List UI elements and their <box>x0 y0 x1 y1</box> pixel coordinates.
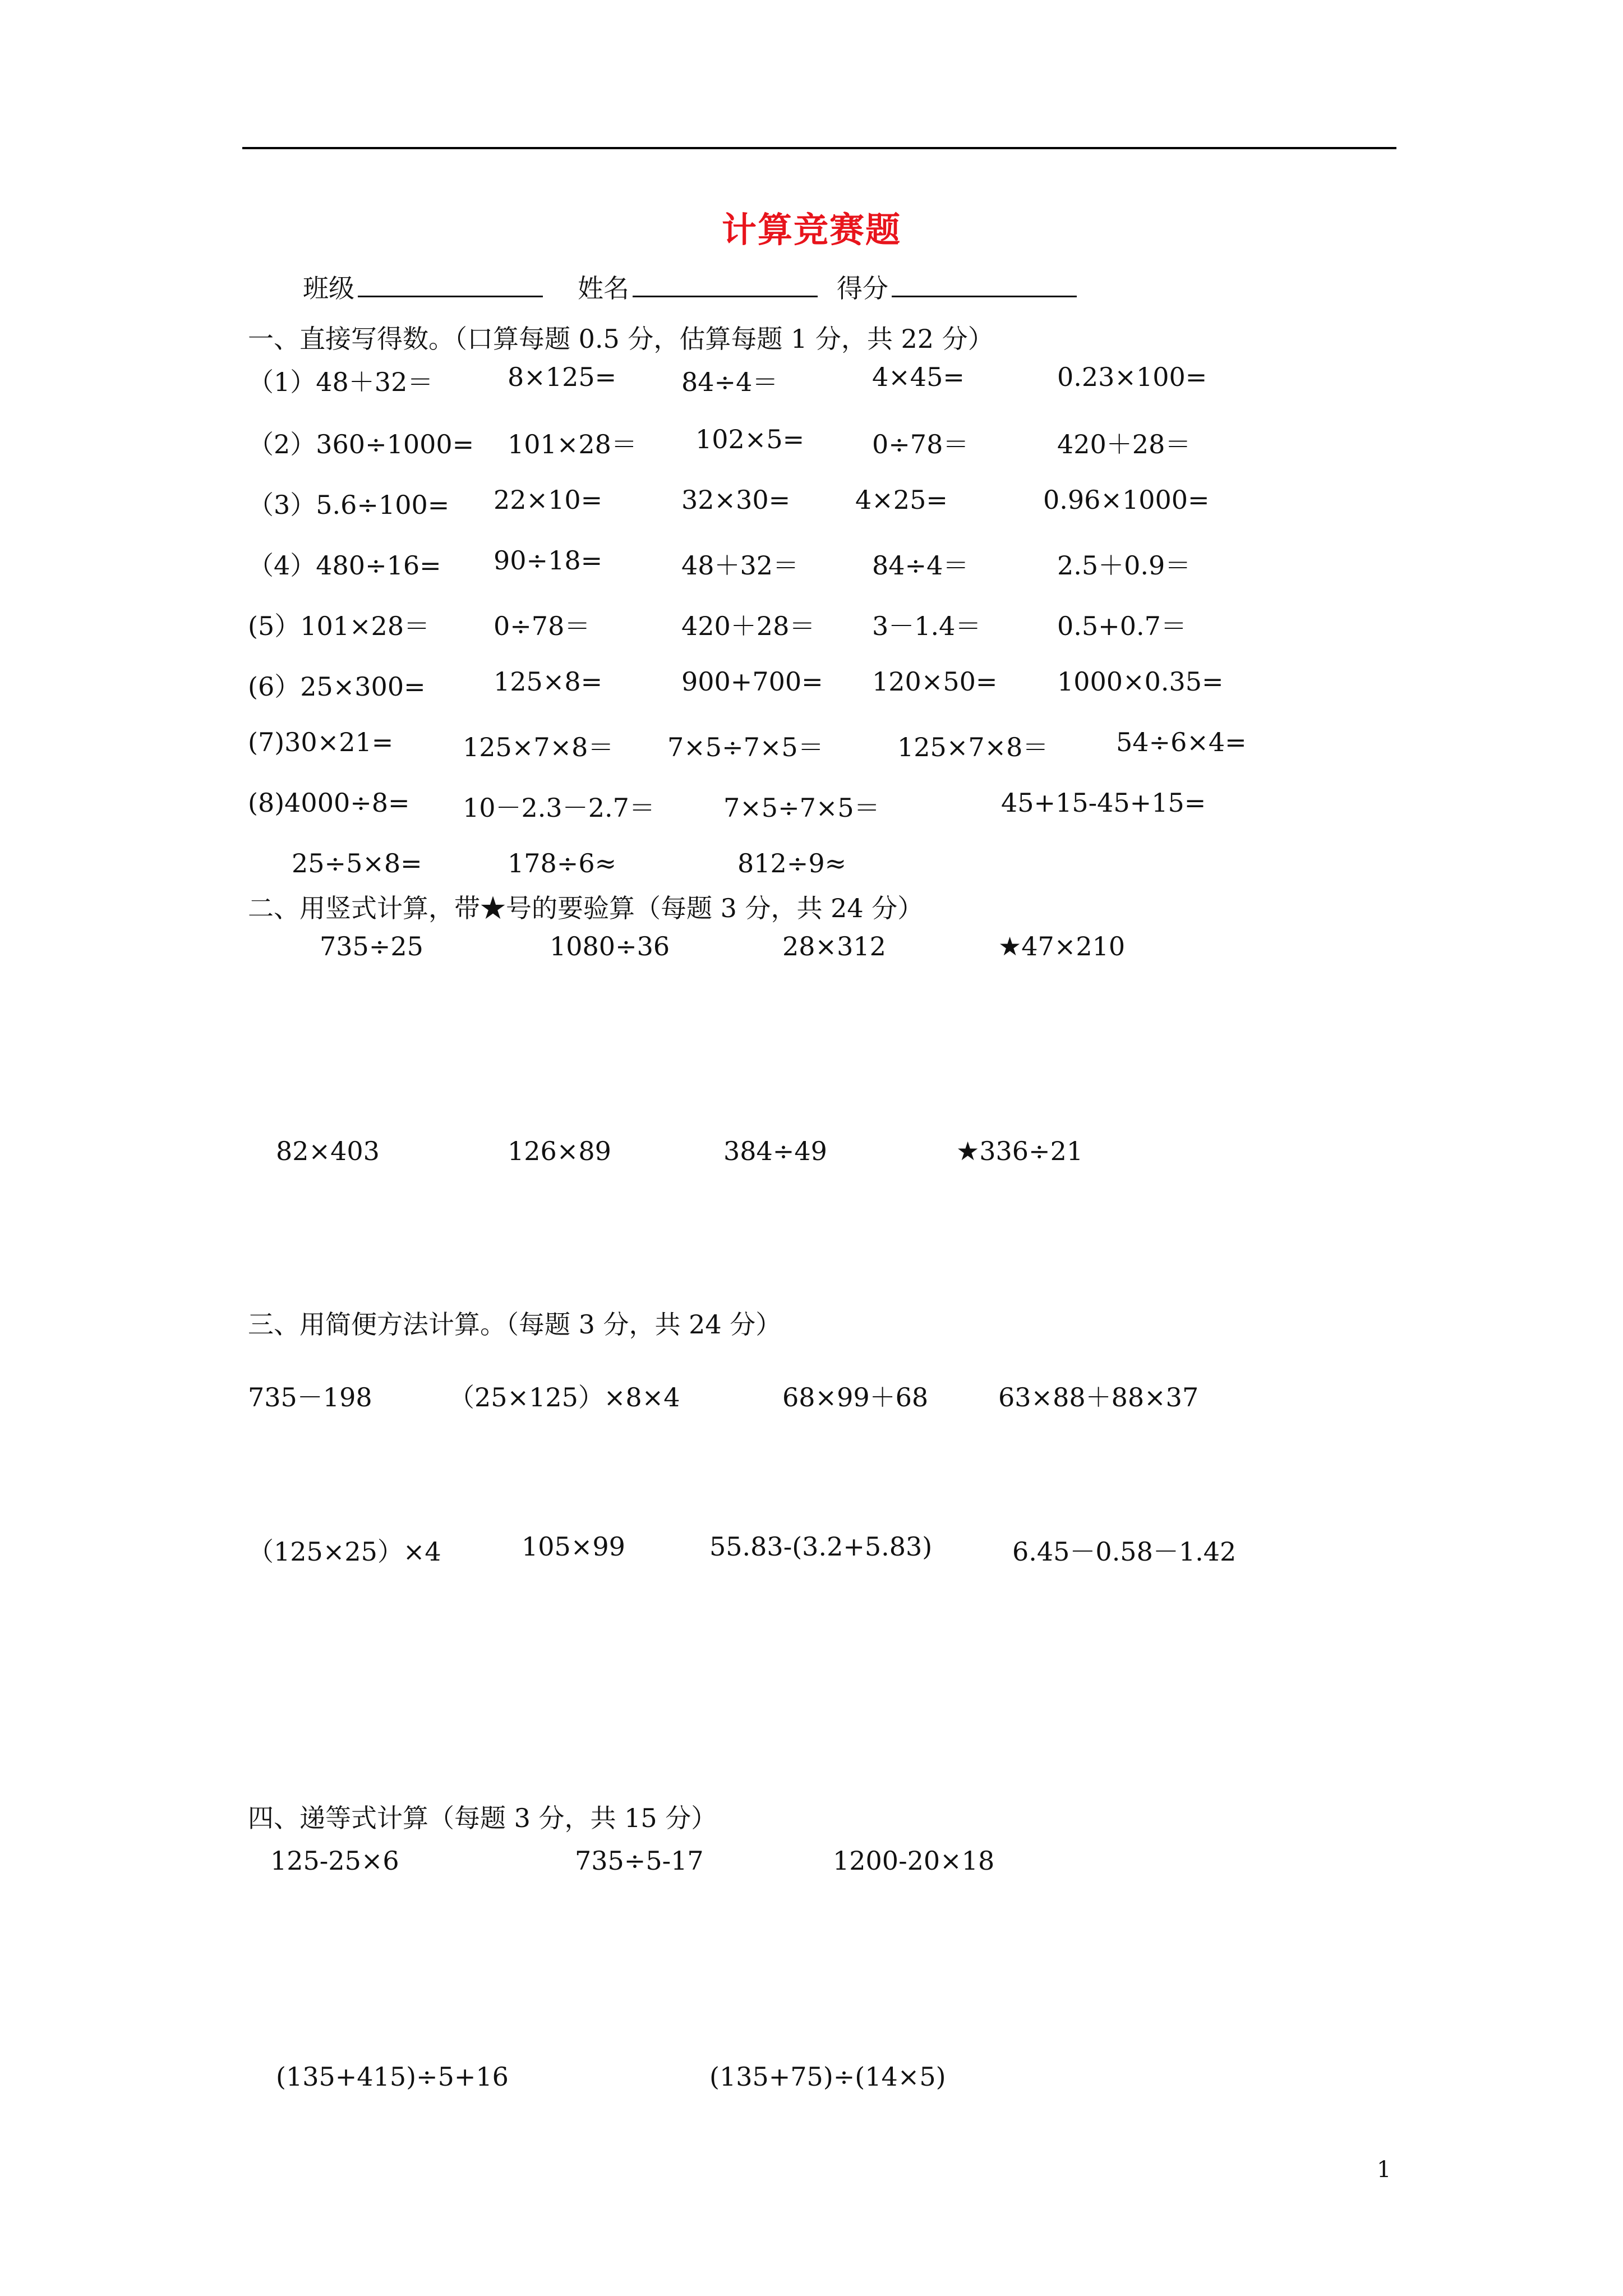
score-label: 得分 <box>837 273 888 303</box>
score-blank[interactable] <box>892 270 1077 297</box>
section-2-heading: 二、用竖式计算，带★号的要验算（每题 3 分，共 24 分） <box>248 893 924 923</box>
name-blank[interactable] <box>633 270 818 297</box>
s1-item: 7×5÷7×5＝ <box>723 793 880 823</box>
s2-item: 82×403 <box>276 1136 380 1166</box>
section-4-heading: 四、递等式计算（每题 3 分，共 15 分） <box>248 1803 717 1833</box>
s2-item: 28×312 <box>782 931 886 961</box>
s1-item: 900+700= <box>681 666 823 697</box>
s1-item: 0.96×1000= <box>1043 485 1210 515</box>
s1-item: 8×125= <box>508 362 617 392</box>
s1-item: 48＋32＝ <box>681 550 799 581</box>
s1-item: 0.5+0.7＝ <box>1057 611 1187 641</box>
s3-item: 105×99 <box>522 1531 625 1562</box>
s1-item: 32×30= <box>681 485 791 515</box>
s1-item: 125×8= <box>494 666 603 697</box>
s1-item: 10－2.3－2.7＝ <box>463 793 655 823</box>
s1-item: 3－1.4＝ <box>872 611 981 641</box>
score-field <box>837 268 1077 305</box>
s4-item: (135+75)÷(14×5) <box>709 2062 946 2092</box>
s1-item: 7×5÷7×5＝ <box>667 732 824 762</box>
s3-item: 63×88＋88×37 <box>998 1382 1199 1412</box>
s1-item: (5）101×28＝ <box>248 611 430 641</box>
s3-item: （25×125）×8×4 <box>449 1382 680 1412</box>
s3-item: （125×25）×4 <box>248 1536 441 1567</box>
s3-item: 6.45－0.58－1.42 <box>1012 1536 1237 1567</box>
name-field <box>578 268 818 305</box>
s3-item: 55.83-(3.2+5.83) <box>709 1531 933 1562</box>
s1-item: 84÷4＝ <box>872 550 969 581</box>
s1-item: 0.23×100= <box>1057 362 1207 392</box>
s1-item: 25÷5×8= <box>292 848 422 878</box>
s1-item: 101×28＝ <box>508 429 637 459</box>
s1-item: 102×5= <box>695 424 805 454</box>
s1-item: 4×45= <box>872 362 965 392</box>
s2-item: 735÷25 <box>320 931 423 961</box>
s1-item: （1）48＋32＝ <box>248 367 434 397</box>
s1-item: 22×10= <box>494 485 603 515</box>
s1-item: 420＋28＝ <box>1057 429 1191 459</box>
name-label: 姓名 <box>578 273 629 303</box>
s3-item: 68×99＋68 <box>782 1382 929 1412</box>
s2-item: 384÷49 <box>723 1136 827 1166</box>
s1-item: （3）5.6÷100= <box>248 490 450 520</box>
s1-item: 420＋28＝ <box>681 611 815 641</box>
header-rule <box>242 147 1396 149</box>
s1-item: 84÷4＝ <box>681 367 778 397</box>
s1-item: 0÷78＝ <box>872 429 969 459</box>
s4-item: 735÷5-17 <box>575 1846 704 1876</box>
s1-item: (7)30×21= <box>248 727 394 757</box>
page-number: 1 <box>1377 2157 1391 2183</box>
s1-item: 1000×0.35= <box>1057 666 1224 697</box>
page-title: 计算竞赛题 <box>721 209 901 250</box>
s2-item: ★47×210 <box>998 931 1126 961</box>
s2-item: ★336÷21 <box>956 1136 1083 1166</box>
s1-item: (6）25×300= <box>248 671 426 702</box>
s1-item: 812÷9≈ <box>737 848 847 878</box>
class-blank[interactable] <box>358 270 543 297</box>
s1-item: 125×7×8＝ <box>463 732 614 762</box>
s1-item: 45+15-45+15= <box>1001 788 1206 818</box>
s1-item: (8)4000÷8= <box>248 788 410 818</box>
s1-item: 0÷78＝ <box>494 611 591 641</box>
s1-item: （4）480÷16= <box>248 550 441 581</box>
s2-item: 1080÷36 <box>550 931 670 961</box>
s1-item: 2.5＋0.9＝ <box>1057 550 1191 581</box>
class-field <box>303 268 543 305</box>
s1-item: 178÷6≈ <box>508 848 617 878</box>
section-3-heading: 三、用简便方法计算。（每题 3 分，共 24 分） <box>248 1309 782 1340</box>
s3-item: 735－198 <box>248 1382 372 1412</box>
section-1-heading: 一、直接写得数。（口算每题 0.5 分，估算每题 1 分，共 22 分） <box>248 324 994 354</box>
s1-item: 90÷18= <box>494 545 603 576</box>
s1-item: 54÷6×4= <box>1116 727 1247 757</box>
s4-item: (135+415)÷5+16 <box>276 2062 509 2092</box>
s1-item: 120×50= <box>872 666 998 697</box>
s4-item: 125-25×6 <box>270 1846 399 1876</box>
s1-item: 125×7×8＝ <box>897 732 1049 762</box>
class-label: 班级 <box>303 273 354 303</box>
s4-item: 1200-20×18 <box>833 1846 995 1876</box>
s2-item: 126×89 <box>508 1136 611 1166</box>
s1-item: （2）360÷1000= <box>248 429 474 459</box>
s1-item: 4×25= <box>855 485 948 515</box>
